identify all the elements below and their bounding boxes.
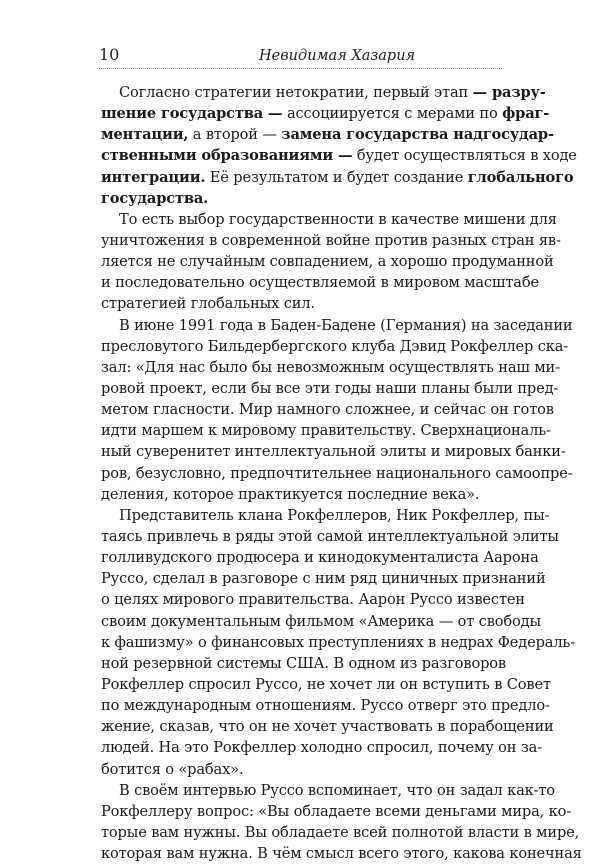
paragraph-3 [101,315,573,505]
text-line: людей. На это Рокфеллер холодно спросил, почему он за- [101,739,542,757]
text-line: таясь привлечь в ряды этой самой интеллектуальной элиты [101,527,559,545]
text-line [101,82,546,103]
text-line: В своём интервью Руссо вспоминает, что он задал как-то [119,781,555,799]
text-line: о целях мирового правительства. Аарон Руссо известен [101,591,525,609]
bold-run: глобального [467,168,574,186]
text-line: В июне 1991 года в Баден-Бадене (Германия) на заседании [119,316,573,334]
header-divider [99,68,502,69]
text-run: Согласно стратегии нетократии, первый этап [119,84,473,101]
page-header [99,44,502,70]
text-line: То есть выбор государственности в качестве мишени для [119,210,557,228]
text-run: а второй — [188,126,282,144]
text-line: ный суверенитет интеллектуальной элиты и мировых банки- [101,443,566,461]
body-text [101,82,582,864]
text-line: Руссо, сделал в разговоре с ним ряд циничных признаний [101,570,546,588]
text-line: по международным отношениям. Руссо отверг это предло- [101,697,550,715]
text-line: ров, безусловно, предпочтительнее национального самоопре- [101,464,573,482]
text-line: пресловутого Бильдербергского клуба Дэвид Рокфеллер ска- [101,337,569,355]
text-line: идти маршем к мировому правительству. Сверхнациональ- [101,422,551,440]
text-line: деления, которое практикуется последние века». [101,485,480,503]
text-line: метом гласности. Мир намного сложнее, и сейчас он готов [101,401,554,419]
page-number: 10 [99,45,120,64]
text-line: уничтожения в современной войне против разных стран яв- [101,231,561,249]
paragraph-1 [101,82,577,209]
text-line: зал: «Для нас было бы невозможным осуществлять наш ми- [101,358,560,376]
text-line: жение, сказав, что он не хочет участвовать в порабощении [101,718,554,736]
text-line: ляется не случайным совпадением, а хорошо продуманной [101,253,554,271]
bold-run: фраг- [502,105,550,123]
text-line: которая вам нужна. В чём смысл всего этого, какова конечная [101,845,582,863]
text-line [101,145,577,166]
text-line [101,167,574,188]
bold-run: — разру- [472,84,546,101]
bold-run: замена государства надгосудар- [281,126,554,144]
text-line: своим документальным фильмом «Америка — от свободы [101,612,541,630]
bold-run: шение государства — [101,105,283,123]
text-line: и последовательно осуществляемой в мировом масштабе [101,274,539,292]
text-run: Её результатом и будет создание [205,168,468,186]
bold-run: государства. [101,189,209,207]
bold-run: ственными образованиями — [101,147,353,165]
text-line: голливудского продюсера и кинодокументалиста Аарона [101,549,539,567]
text-line: ровой проект, если бы все эти годы наши планы были пред- [101,379,559,397]
bold-run: интеграции. [101,168,206,186]
running-title: Невидимая Хазария [259,48,416,64]
paragraph-4 [101,505,576,780]
text-line: торые вам нужны. Вы обладаете всей полнотой власти в мире, [101,823,580,841]
text-run: будет осуществляться в ходе [352,147,577,165]
text-line [101,188,501,209]
bold-run: ментации, [101,126,189,144]
text-line [101,124,554,145]
text-run: ассоциируется с мерами по [282,105,503,123]
text-line [101,103,550,124]
text-line: ной резервной системы США. В одном из разговоров [101,654,506,672]
text-line: ботится о «рабах». [101,760,244,778]
text-line: стратегией глобальных сил. [101,295,315,313]
paragraph-5 [101,780,582,864]
paragraph-2 [101,209,561,315]
text-line: к фашизму» о финансовых преступлениях в недрах Федераль- [101,633,576,651]
text-line: Представитель клана Рокфеллеров, Ник Рокфеллер, пы- [119,506,550,524]
text-line: Рокфеллеру вопрос: «Вы обладаете всеми деньгами мира, ко- [101,802,572,820]
text-line: Рокфеллер спросил Руссо, не хочет ли он вступить в Совет [101,675,551,693]
